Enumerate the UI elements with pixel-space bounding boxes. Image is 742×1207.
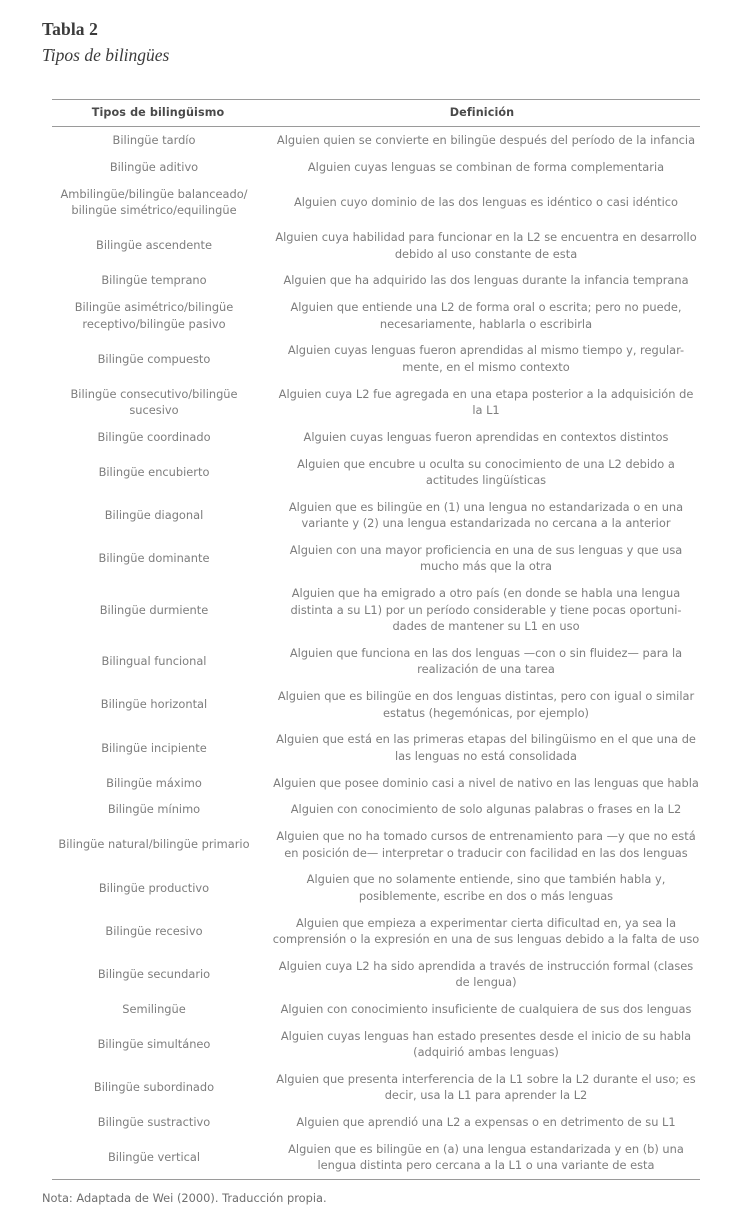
table-row: [52, 294, 700, 337]
cell-bilingual-type: Bilingüe incipiente: [101, 740, 207, 755]
cell-definition: Alguien que encubre u oculta su conocimiento de una L2 debido a actitudes lingüísticas: [297, 456, 675, 488]
table-row: [52, 450, 700, 493]
table-row: [52, 494, 700, 537]
table-row: [52, 640, 700, 683]
cell-bilingual-type: Bilingüe temprano: [101, 273, 207, 288]
table-row: [52, 909, 700, 952]
cell-bilingual-type: Bilingüe mínimo: [107, 802, 201, 817]
cell-definition: Alguien que aprendió una L2 a expensas o en detrimento de su L1: [296, 1115, 676, 1130]
cell-bilingual-type: Bilingüe recesivo: [105, 923, 203, 938]
table-header: [52, 100, 700, 127]
cell-bilingual-type: Bilingüe horizontal: [100, 697, 208, 712]
cell-bilingual-type: Bilingüe tardío: [112, 133, 196, 148]
table-row: [52, 267, 700, 294]
table-row: [52, 1066, 700, 1109]
table-row: [52, 127, 700, 154]
cell-bilingual-type: Bilingüe dominante: [98, 551, 210, 566]
table-number: Tabla 2: [42, 19, 98, 39]
cell-bilingual-type: Bilingüe vertical: [52, 1136, 264, 1180]
cell-definition: Alguien cuya habilidad para funcionar en la L2 se encuentra en desarrollo debido al uso constante de esta: [275, 230, 697, 261]
table-row: [52, 537, 700, 580]
cell-bilingual-type: Bilingüe diagonal: [104, 508, 204, 523]
cell-definition: Alguien que funciona en las dos lenguas —con o sin fluidez— para la realización de una tarea: [289, 645, 683, 677]
cell-definition: Alguien cuyas lenguas fueron aprendidas en contextos distintos: [303, 429, 669, 444]
bilingual-types-table: [52, 99, 700, 1180]
cell-bilingual-type: Ambilingüe/bilingüe balanceado/ bilingüe simétrico/equilingüe: [60, 186, 248, 218]
cell-bilingual-type: Bilingüe asimétrico/bilingüe receptivo/bilingüe pasivo: [74, 300, 234, 331]
table-container: [52, 99, 700, 1180]
cell-bilingual-type: Bilingüe consecutivo/bilingüe sucesivo: [70, 386, 238, 417]
cell-bilingual-type: Bilingüe secundario: [97, 967, 211, 981]
cell-definition: Alguien que no solamente entiende, sino que también habla y, posiblemente, escribe en dos o más lenguas: [306, 872, 666, 903]
cell-bilingual-type: Bilingual funcional: [101, 654, 207, 669]
cell-bilingual-type: Bilingüe durmiente: [99, 602, 209, 617]
column-header-definition: Definición: [264, 100, 700, 127]
table-row: [52, 380, 700, 423]
cell-definition: Alguien cuya L2 fue agregada en una etapa posterior a la adquisición de la L1: [278, 386, 694, 417]
table-heading-block: [0, 0, 742, 67]
cell-bilingual-type: Bilingüe aditivo: [109, 160, 199, 175]
column-header-type: Tipos de bilingüismo: [52, 100, 264, 127]
table-row: [52, 823, 700, 866]
cell-definition: Alguien que ha emigrado a otro país (en donde se habla una lengua distinta a su L1) por un período considerable y tiene pocas oportuni- dades de mantener su L1 en uso: [290, 586, 682, 634]
cell-bilingual-type: Bilingüe simultáneo: [97, 1037, 211, 1052]
cell-definition: Alguien que posee dominio casi a nivel de nativo en las lenguas que habla: [273, 775, 699, 790]
cell-definition: Alguien que no ha tomado cursos de entrenamiento para —y que no está en posición de— interpretar o traducir con facilidad en las dos lenguas: [276, 829, 696, 860]
table-row: [52, 1109, 700, 1136]
cell-definition: Alguien que es bilingüe en (a) una lengua estandarizada y en (b) una lengua distinta pero cercana a la L1 o una variante de esta: [264, 1136, 700, 1180]
table-row: [52, 1136, 700, 1180]
table-row: [52, 1023, 700, 1066]
cell-definition: Alguien que es bilingüe en (1) una lengua no estandarizada o en una variante y (2) una lengua estandarizada no cercana a la anterior: [288, 499, 684, 531]
table-row: [52, 154, 700, 181]
cell-bilingual-type: Bilingüe coordinado: [97, 429, 211, 444]
table-row: [52, 769, 700, 796]
cell-bilingual-type: Bilingüe sustractivo: [97, 1115, 211, 1130]
table-body: [52, 127, 700, 1180]
cell-definition: Alguien cuyas lenguas fueron aprendidas al mismo tiempo y, regular- mente, en el mismo contexto: [287, 343, 685, 374]
cell-definition: Alguien cuyo dominio de las dos lenguas es idéntico o casi idéntico: [293, 195, 679, 210]
cell-bilingual-type: Semilingüe: [122, 1002, 186, 1017]
cell-bilingual-type: Bilingüe productivo: [98, 880, 210, 895]
cell-definition: Alguien con conocimiento de solo algunas palabras o frases en la L2: [290, 802, 682, 817]
table-row: [52, 181, 700, 224]
cell-bilingual-type: Bilingüe máximo: [106, 775, 202, 790]
cell-definition: Alguien cuyas lenguas han estado presentes desde el inicio de su habla (adquirió ambas lenguas): [280, 1028, 692, 1060]
cell-definition: Alguien que entiende una L2 de forma oral o escrita; pero no puede, necesariamente, hablarla o escribirla: [290, 300, 682, 331]
cell-definition: Alguien cuyas lenguas se combinan de forma complementaria: [307, 160, 665, 175]
table-row: [52, 224, 700, 267]
cell-definition: Alguien que empieza a experimentar cierta dificultad en, ya sea la comprensión o la expresión en una de sus lenguas debido a la falta de uso: [272, 915, 700, 946]
cell-definition: Alguien que es bilingüe en dos lenguas distintas, pero con igual o similar estatus (hegemónicas, por ejemplo): [277, 689, 695, 720]
cell-bilingual-type: Bilingüe subordinado: [93, 1080, 215, 1095]
table-row: [52, 866, 700, 909]
cell-bilingual-type: Bilingüe ascendente: [96, 238, 212, 253]
cell-definition: Alguien con una mayor proficiencia en una de sus lenguas y que usa mucho más que la otra: [289, 543, 683, 574]
cell-definition: Alguien quien se convierte en bilingüe después del período de la infancia: [276, 133, 696, 148]
table-row: [52, 683, 700, 726]
cell-definition: Alguien que presenta interferencia de la L1 sobre la L2 durante el uso; es decir, usa la L1 para aprender la L2: [276, 1072, 696, 1103]
cell-bilingual-type: Bilingüe natural/bilingüe primario: [58, 837, 250, 852]
table-row: [52, 726, 700, 769]
table-caption: Tipos de bilingües: [42, 44, 170, 65]
table-row: [52, 996, 700, 1023]
table-row: [52, 337, 700, 380]
cell-bilingual-type: Bilingüe compuesto: [97, 351, 211, 366]
cell-bilingual-type: Bilingüe encubierto: [98, 464, 210, 479]
cell-definition: Alguien cuya L2 ha sido aprendida a través de instrucción formal (clases de lengua): [278, 958, 694, 990]
table-row: [52, 580, 700, 640]
cell-definition: Alguien con conocimiento insuficiente de cualquiera de sus dos lenguas: [280, 1002, 692, 1017]
table-row: [52, 424, 700, 451]
cell-definition: Alguien que ha adquirido las dos lenguas durante la infancia temprana: [283, 273, 689, 288]
table-note: Nota: Adaptada de Wei (2000). Traducción propia.: [42, 1191, 327, 1206]
table-row: [52, 796, 700, 823]
cell-definition: Alguien que está en las primeras etapas del bilingüismo en el que una de las lenguas no está consolidada: [276, 732, 696, 763]
table-row: [52, 953, 700, 996]
table-header-row: [52, 100, 700, 127]
